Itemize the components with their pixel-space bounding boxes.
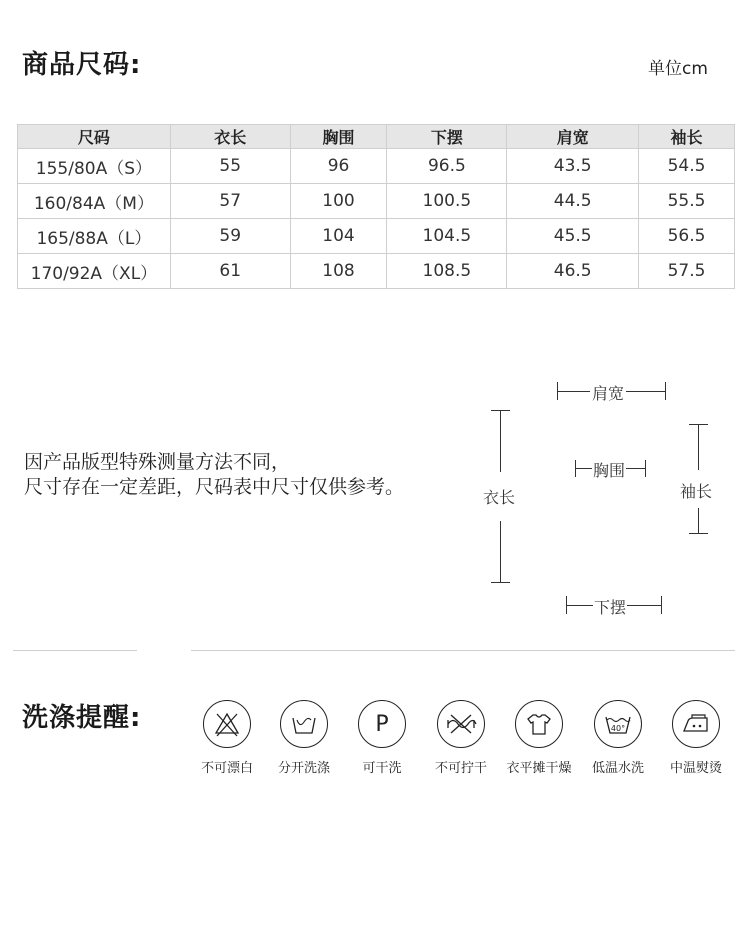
no-wring-icon xyxy=(437,700,485,748)
length-line-lower xyxy=(500,521,501,582)
table-row xyxy=(18,254,735,289)
table-header-row xyxy=(18,125,735,149)
header-size: 尺码 xyxy=(18,125,171,149)
care-item-medium-iron xyxy=(664,700,728,776)
dry-clean-icon xyxy=(358,700,406,748)
cell-sleeve: 56.5 xyxy=(639,219,735,254)
table-row xyxy=(18,149,735,184)
no-bleach-icon xyxy=(203,700,251,748)
care-section-title: 洗涤提醒: xyxy=(22,703,142,733)
length-line-upper xyxy=(500,410,501,472)
care-item-no-bleach xyxy=(195,700,259,776)
hem-label: 下摆 xyxy=(593,595,627,618)
cell-hem: 108.5 xyxy=(387,254,507,289)
header-hem: 下摆 xyxy=(387,125,507,149)
care-item-dry-clean xyxy=(350,700,414,776)
care-label: 中温熨烫 xyxy=(669,761,722,776)
cell-shoulder: 43.5 xyxy=(507,149,639,184)
cell-chest: 104 xyxy=(290,219,387,254)
wash-separately-icon xyxy=(280,700,328,748)
care-label: 低温水洗 xyxy=(591,761,644,776)
care-label: 不可拧干 xyxy=(434,761,487,776)
section-divider-left xyxy=(13,650,137,651)
care-item-no-wring xyxy=(429,700,493,776)
header-length: 衣长 xyxy=(170,125,290,149)
cell-shoulder: 46.5 xyxy=(507,254,639,289)
header-shoulder: 肩宽 xyxy=(507,125,639,149)
header-chest: 胸围 xyxy=(290,125,387,149)
cell-length: 61 xyxy=(170,254,290,289)
cell-shoulder: 45.5 xyxy=(507,219,639,254)
table-row xyxy=(18,184,735,219)
care-label: 分开洗涤 xyxy=(277,761,330,776)
unit-label: 单位cm xyxy=(648,59,708,79)
cell-size: 165/88A（L） xyxy=(18,219,171,254)
wash-temperature: 40° xyxy=(610,724,626,733)
dry-clean-symbol: P xyxy=(375,711,389,737)
care-item-wash-separately xyxy=(272,700,336,776)
cell-chest: 100 xyxy=(290,184,387,219)
note-line-1: 因产品版型特殊测量方法不同， xyxy=(24,451,291,473)
size-section-title: 商品尺码: xyxy=(22,50,142,80)
cell-size: 170/92A（XL） xyxy=(18,254,171,289)
size-table xyxy=(17,124,735,289)
sleeve-tick-bottom xyxy=(689,533,708,534)
care-item-low-temp-wash xyxy=(586,700,650,776)
low-temp-wash-icon xyxy=(594,700,642,748)
sleeve-line-lower xyxy=(698,508,699,533)
sleeve-line-upper xyxy=(698,424,699,470)
section-divider-right xyxy=(191,650,735,651)
dry-flat-icon xyxy=(515,700,563,748)
cell-length: 55 xyxy=(170,149,290,184)
cell-shoulder: 44.5 xyxy=(507,184,639,219)
cell-hem: 96.5 xyxy=(387,149,507,184)
cell-chest: 96 xyxy=(290,149,387,184)
length-label: 衣长 xyxy=(483,485,515,508)
header-sleeve: 袖长 xyxy=(639,125,735,149)
cell-chest: 108 xyxy=(290,254,387,289)
cell-sleeve: 57.5 xyxy=(639,254,735,289)
cell-sleeve: 54.5 xyxy=(639,149,735,184)
cell-length: 57 xyxy=(170,184,290,219)
note-line-2: 尺寸存在一定差距，尺码表中尺寸仅供参考。 xyxy=(24,476,405,498)
length-tick-bottom xyxy=(491,582,510,583)
care-label: 不可漂白 xyxy=(200,761,253,776)
medium-iron-icon xyxy=(672,700,720,748)
cell-size: 155/80A（S） xyxy=(18,149,171,184)
cell-hem: 100.5 xyxy=(387,184,507,219)
cell-sleeve: 55.5 xyxy=(639,184,735,219)
measurement-note xyxy=(24,450,404,500)
cell-size: 160/84A（M） xyxy=(18,184,171,219)
cell-length: 59 xyxy=(170,219,290,254)
shoulder-label: 肩宽 xyxy=(590,381,626,404)
care-label: 衣平摊干燥 xyxy=(506,761,572,776)
table-row xyxy=(18,219,735,254)
care-item-dry-flat xyxy=(507,700,571,776)
care-label: 可干洗 xyxy=(362,761,402,776)
chest-label: 胸围 xyxy=(592,458,626,481)
sleeve-label: 袖长 xyxy=(680,479,712,502)
cell-hem: 104.5 xyxy=(387,219,507,254)
